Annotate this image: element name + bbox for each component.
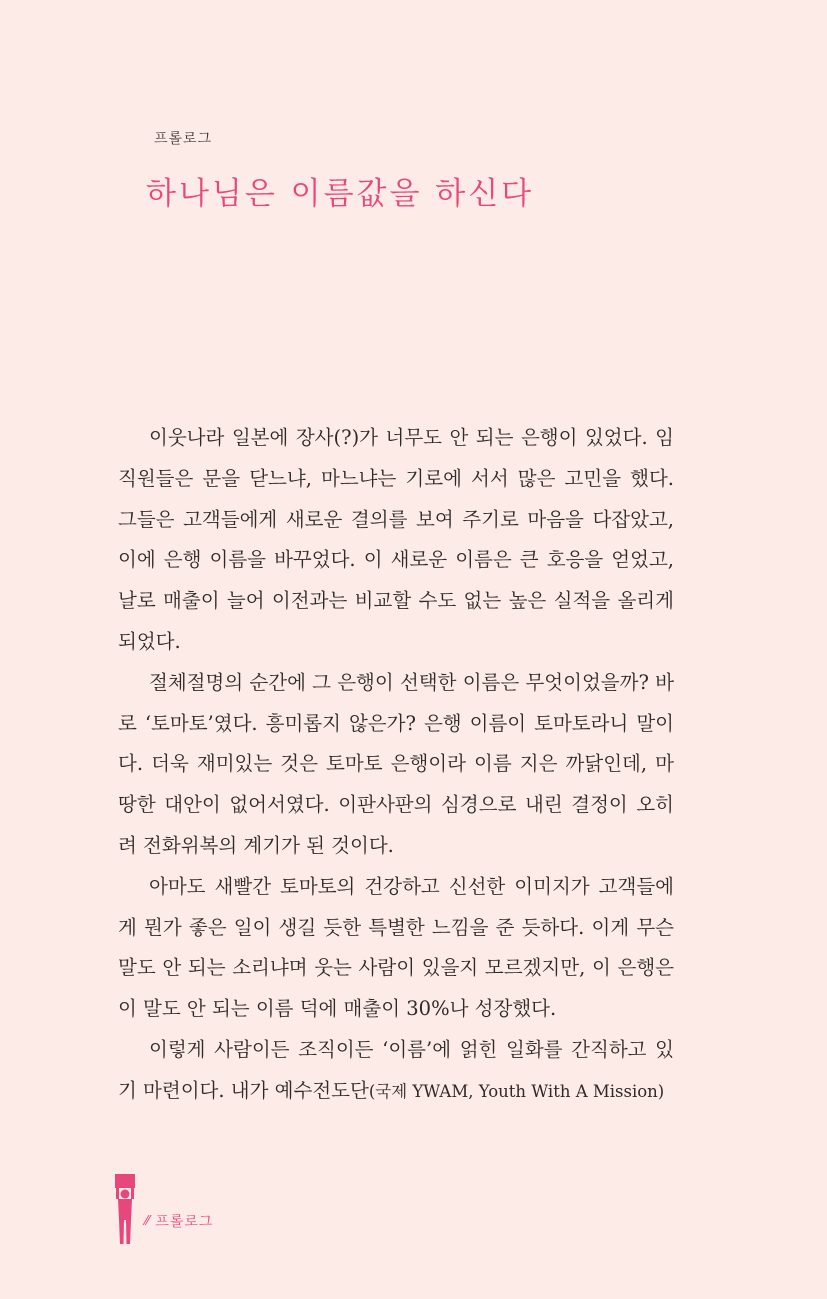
- page-footer: [111, 1174, 213, 1246]
- paragraph-4-paren: (국제 YWAM, Youth With A Mission): [368, 1081, 665, 1101]
- footer-section-label: 프롤로그: [155, 1214, 214, 1230]
- footer-slash-mark: ⁄⁄: [145, 1213, 150, 1229]
- section-label: 프롤로그: [154, 131, 213, 147]
- body-text: [118, 418, 674, 1113]
- person-holding-sign-icon: [111, 1174, 139, 1246]
- paragraph-4: [118, 1030, 674, 1113]
- paragraph-3: 아마도 새빨간 토마토의 건강하고 신선한 이미지가 고객들에게 뭔가 좋은 일이 생길 듯한 특별한 느낌을 준 듯하다. 이게 무슨 말도 안 되는 소리냐며 웃는 사람이 있을지 모르겠지만, 이 은행은 이 말도 안 되는 이름 덕에 매출이 30%나 성장했다.: [118, 874, 674, 1021]
- paragraph-1: 이웃나라 일본에 장사(?)가 너무도 안 되는 은행이 있었다. 임직원들은 문을 닫느냐, 마느냐는 기로에 서서 많은 고민을 했다. 그들은 고객들에게 새로운 결의를 보여 주기로 마음을 다잡았고, 이에 은행 이름을 바꾸었다. 이 새로운 이름은 큰 호응을 얻었고, 날로 매출이 늘어 이전과는 비교할 수도 없는 높은 실적을 올리게 되었다.: [118, 426, 674, 653]
- paragraph-2: 절체절명의 순간에 그 은행이 선택한 이름은 무엇이었을까? 바로 ‘토마토’였다. 흥미롭지 않은가? 은행 이름이 토마토라니 말이다. 더욱 재미있는 것은 토마토 은행이라 이름 지은 까닭인데, 마땅한 대안이 없어서였다. 이판사판의 심경으로 내린 결정이 오히려 전화위복의 계기가 된 것이다.: [118, 670, 674, 857]
- paragraph-4-main: 이렇게 사람이든 조직이든 ‘이름’에 얽힌 일화를 간직하고 있기 마련이다. 내가 예수전도단: [118, 1037, 674, 1102]
- chapter-title: 하나님은 이름값을 하신다: [146, 176, 535, 212]
